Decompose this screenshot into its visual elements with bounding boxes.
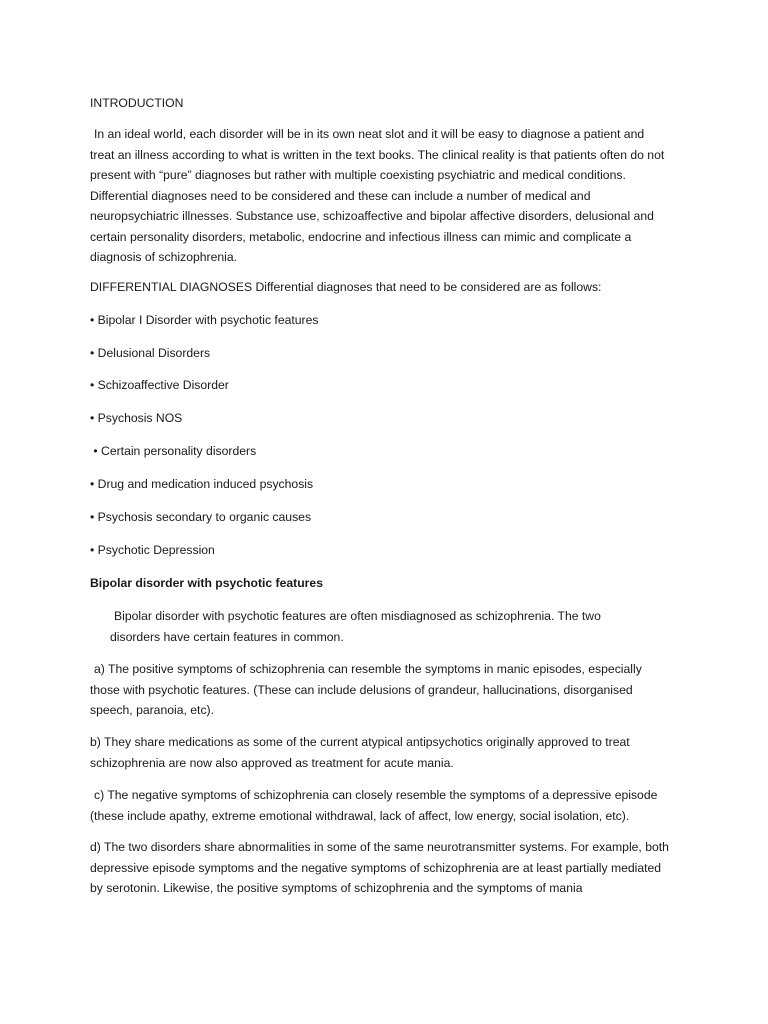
- list-item: • Psychotic Depression: [90, 543, 215, 557]
- list-item: • Psychosis NOS: [90, 411, 183, 425]
- list-item: • Bipolar I Disorder with psychotic features: [90, 313, 319, 327]
- introduction-heading: INTRODUCTION: [90, 96, 184, 110]
- list-item: • Drug and medication induced psychosis: [90, 477, 314, 491]
- point-c-paragraph: c) The negative symptoms of schizophrenia can closely resemble the symptoms of a depressive episode (these include apathy, extreme emotional withdrawal, lack of affect, low energy, social isolation, etc).: [90, 788, 658, 823]
- point-b-paragraph: b) They share medications as some of the current atypical antipsychotics originally approved to treat schizophrenia are now also approved as treatment for acute mania.: [90, 735, 630, 770]
- bipolar-intro-paragraph: Bipolar disorder with psychotic features are often misdiagnosed as schizophrenia. The two disorders have certain features in common.: [110, 609, 601, 644]
- list-item: • Psychosis secondary to organic causes: [90, 510, 312, 524]
- list-item: • Delusional Disorders: [90, 346, 211, 360]
- point-d-paragraph: d) The two disorders share abnormalities in some of the same neurotransmitter systems. For example, both depressive episode symptoms and the negative symptoms of schizophrenia are at least partially mediated by serotonin. Likewise, the positive symptoms of schizophrenia and the symptoms of mania: [90, 840, 669, 895]
- section-heading-bipolar: Bipolar disorder with psychotic features: [90, 576, 323, 590]
- list-item: • Schizoaffective Disorder: [90, 378, 229, 392]
- intro-paragraph: In an ideal world, each disorder will be in its own neat slot and it will be easy to diagnose a patient and treat an illness according to what is written in the text books. The clinical reality is that patients often do not present with “pure” diagnoses but rather with multiple coexisting psychiatric and medical conditions. Differential diagnoses need to be considered and these can include a number of medical and neuropsychiatric illnesses. Substance use, schizoaffective and bipolar affective disorders, delusional and certain personality disorders, metabolic, endocrine and infectious illness can mimic and complicate a diagnosis of schizophrenia.: [90, 127, 665, 264]
- list-item: • Certain personality disorders: [90, 444, 257, 458]
- point-a-paragraph: a) The positive symptoms of schizophrenia can resemble the symptoms in manic episodes, especially those with psychotic features. (These can include delusions of grandeur, hallucinations, disorganised speech, paranoia, etc).: [90, 662, 642, 717]
- differential-diagnoses-line: DIFFERENTIAL DIAGNOSES Differential diagnoses that need to be considered are as follows:: [90, 280, 602, 294]
